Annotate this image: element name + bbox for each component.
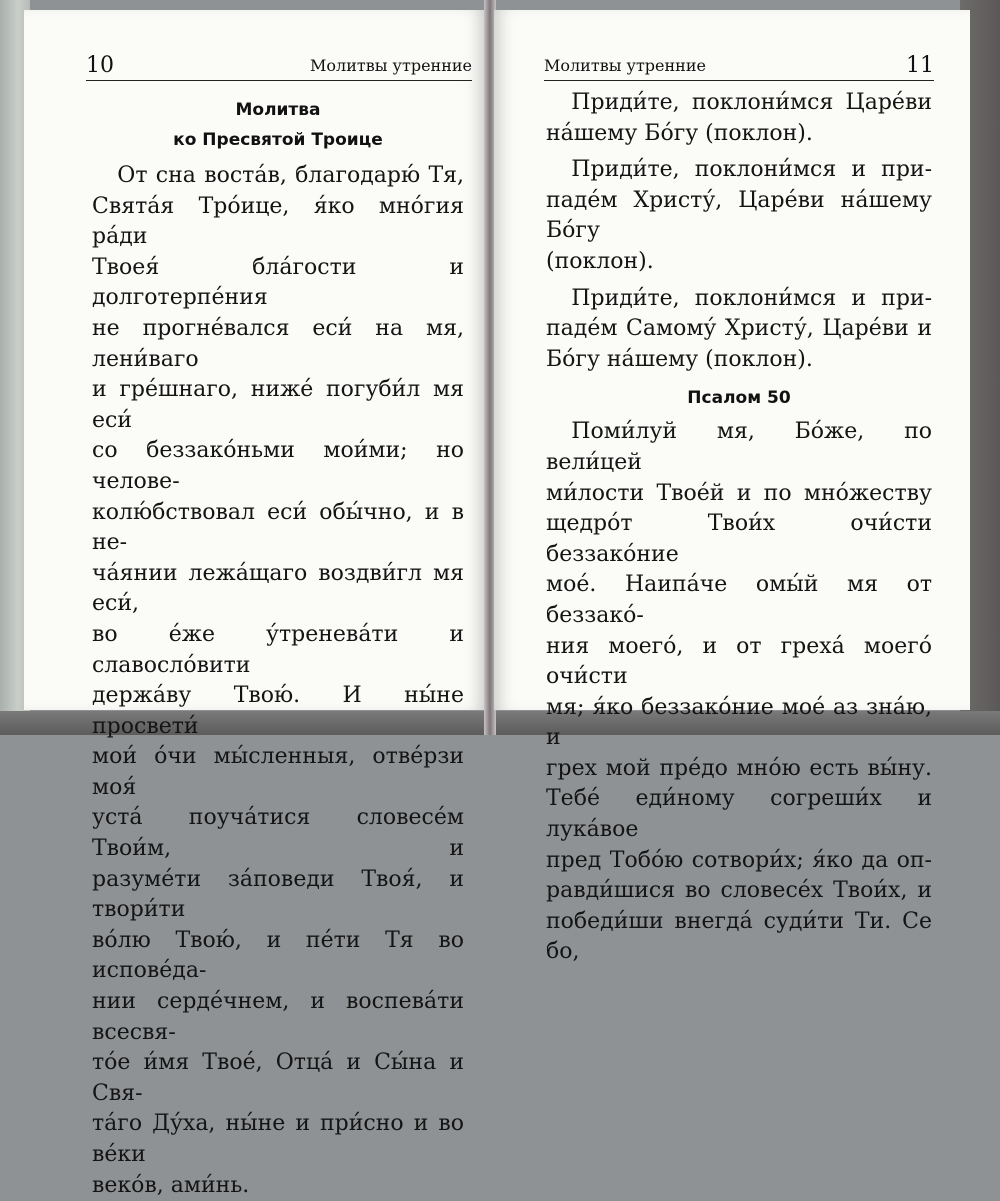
text-line: уста́ поуча́тися словесе́м Твои́м, и	[92, 805, 464, 862]
left-page-header	[86, 50, 472, 81]
running-title-right: Молитвы утренние	[544, 55, 706, 75]
text-line: мое́. Наипа́че омы́й мя от беззако́-	[546, 572, 932, 628]
text-line: та́го Ду́ха, ны́не и при́сно и во ве́ки	[92, 1111, 464, 1167]
right-page-text	[546, 88, 932, 968]
text-line: мя; я́ко беззако́ние мое́ аз зна́ю, и	[546, 694, 932, 751]
left-page	[24, 10, 486, 1198]
text-line: паде́м Самому́ Христу́, Царе́ви и	[546, 316, 932, 342]
text-line: во́лю Твою́, и пе́ти Тя во испове́да-	[92, 927, 464, 984]
text-line: Приди́те, поклони́мся и при-	[571, 157, 932, 183]
right-page-header	[544, 50, 934, 81]
text-line: От сна воста́в, благодарю́ Тя,	[117, 163, 464, 188]
text-line: не прогне́вался еси́ на мя, лени́ваго	[92, 315, 464, 372]
running-title-left: Молитвы утренние	[310, 55, 472, 75]
text-line: грех мой пре́до мно́ю есть вы́ну.	[546, 755, 932, 781]
text-line: со беззако́ньми мои́ми; но челове-	[92, 438, 464, 494]
text-line: колю́бствовал еси́ обы́чно, и в не-	[92, 499, 464, 556]
text-line: на́шему Бо́гу (поклон).	[546, 120, 813, 146]
text-line: ча́янии лежа́щаго воздви́гл мя еси́,	[92, 560, 464, 617]
text-line: (поклон).	[546, 248, 654, 274]
text-line: Бо́гу на́шему (поклон).	[546, 346, 813, 372]
text-line: Поми́луй мя, Бо́же, по вели́цей	[546, 419, 932, 475]
text-line: Тебе́ еди́ному согреши́х и лука́вое	[546, 786, 932, 843]
text-line: победи́ши внегда́ суди́ти Ти. Се бо,	[546, 908, 932, 965]
text-line: то́е и́мя Твое́, Отца́ и Сы́на и Свя-	[92, 1050, 464, 1106]
prayer-heading-line-1: Молитва	[235, 100, 321, 120]
text-line: нии серде́чнем, и воспева́ти всесвя-	[92, 989, 464, 1045]
page-number-right: 11	[906, 52, 934, 78]
text-line: Приди́те, поклони́мся Царе́ви	[571, 90, 932, 115]
left-page-text	[92, 95, 464, 1201]
text-line: мои́ о́чи мы́сленныя, отве́рзи моя́	[92, 744, 464, 800]
prayer-heading-line-2: ко Пресвятой Троице	[173, 130, 383, 150]
text-line: ми́лости Твое́й и по мно́жеству	[546, 480, 932, 506]
text-line: держа́ву Твою́. И ны́не просвети́	[92, 683, 464, 739]
text-line: Твоея́ бла́гости и долготерпе́ния	[92, 254, 464, 311]
text-line: пред Тобо́ю сотвори́х; я́ко да оп-	[546, 847, 932, 873]
invocation-paragraph-2	[546, 155, 932, 277]
psalm-body	[546, 417, 932, 968]
text-line: ния моего́, и от греха́ моего́ очи́сти	[546, 633, 932, 690]
text-line: во е́же у́тренева́ти и славосло́вити	[92, 621, 464, 678]
text-line: паде́м Христу́, Царе́ви на́шему Бо́гу	[546, 187, 932, 244]
invocation-paragraph-1	[546, 88, 932, 149]
text-line: разуме́ти за́поведи Твоя́, и твори́ти	[92, 866, 464, 923]
psalm-heading: Псалом 50	[687, 388, 791, 409]
invocation-paragraph-3	[546, 284, 932, 376]
text-line: Приди́те, поклони́мся и при-	[571, 285, 932, 311]
text-line: щедро́т Твои́х очи́сти беззако́ние	[546, 511, 932, 567]
page-number-left: 10	[86, 52, 114, 78]
prayer-body	[92, 161, 464, 1201]
text-line: и гре́шнаго, ниже́ погуби́л мя еси́	[92, 377, 464, 433]
right-page	[494, 10, 970, 965]
text-line: веко́в, ами́нь.	[92, 1172, 250, 1198]
text-line: равди́шися во словесе́х Твои́х, и	[546, 878, 932, 904]
text-line: Свята́я Тро́ице, я́ко мно́гия ра́ди	[92, 193, 464, 250]
